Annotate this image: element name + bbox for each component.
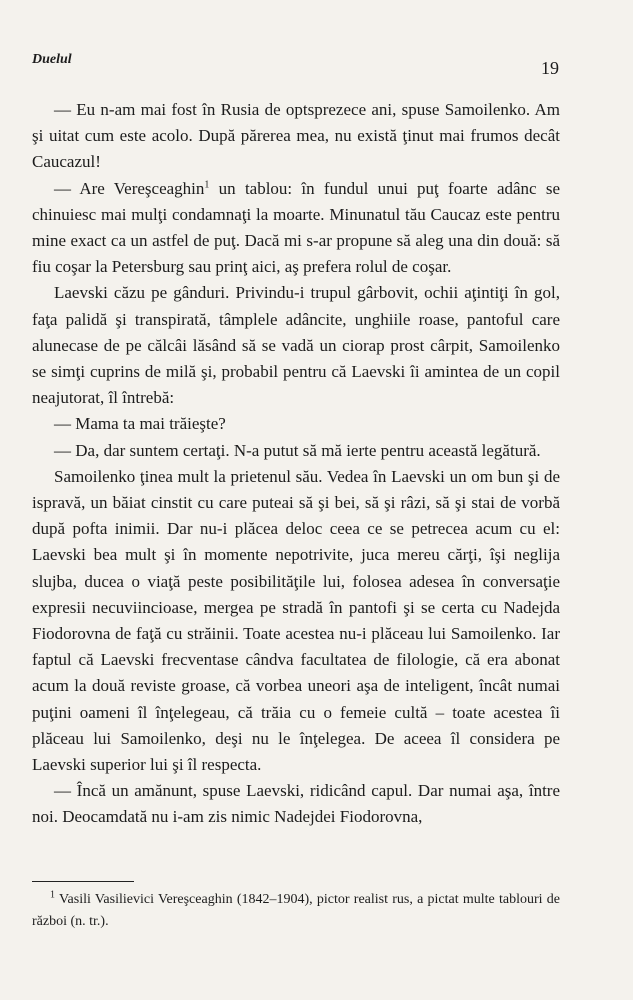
footnote-divider [32, 881, 134, 882]
paragraph: Samoilenko ţinea mult la prietenul său. Vedea în Laevski un om bun şi de ispravă, un băiat cinstit cu care puteai să şi bei, să şi râzi, să şi stai de vorbă după pofta inimii. Dar nu-i plăcea deloc ceea ce se petrecea acum cu el: Laevski bea mult şi în momente nepotrivite, juca mereu cărţi, îşi neglija slujba, ducea o viaţă peste posibilităţile lui, folosea adesea în conversaţie expresii necuviincioase, mergea pe stradă în pantofi şi se certa cu Nadejda Fiodorovna de faţă cu străinii. Toate acestea nu-i plăceau lui Samoilenko. Iar faptul că Laevski frecventase cândva facultatea de filologie, că era abonat acum la două reviste groase, că vorbea uneori aşa de inteligent, încât numai puţini oameni îl înţelegeau, că trăia cu o femeie cultă – toate acestea îi plăceau lui Samoilenko, deşi nu le înţelegea. De aceea îl considera pe Laevski superior lui şi îl respecta. [32, 466, 560, 775]
paragraph-text-start: — Are Vereşceaghin [54, 178, 205, 198]
body-text [32, 97, 560, 831]
paragraph: — Încă un amănunt, spuse Laevski, ridicând capul. Dar numai aşa, între noi. Deocamdată nu i-am zis nimic Nadejdei Fiodorovna, [32, 781, 560, 827]
paragraph: — Mama ta mai trăieşte? [54, 414, 226, 434]
paragraph: — Da, dar suntem certaţi. N-a putut să mă ierte pentru această legătură. [54, 440, 541, 460]
paragraph: — Eu n-am mai fost în Rusia de optsprezece ani, spuse Samoilenko. Am şi uitat cum este acolo. După părerea mea, nu există ţinut mai frumos decât Caucazul! [32, 100, 560, 172]
paragraph-with-footnote [32, 176, 560, 281]
page-number: 19 [541, 58, 559, 78]
paragraph: Laevski căzu pe gânduri. Privindu-i trupul gârbovit, ochii aţintiţi în gol, faţa palidă şi transpirată, tâmplele adâncite, unghiile roase, pantoful care alunecase de pe călcâi lăsând să se vadă un ciorap prost cârpit, Samoilenko se simţi cuprins de milă şi, probabil pentru că Laevski îi amintea de un copil neajutorat, îl întrebă: [32, 283, 560, 408]
running-title: Duelul [32, 52, 72, 67]
paragraph-text-end: un tablou: în fundul unui puţ foarte adânc se chinuiesc mai mulţi condamnaţi la moarte. Minunatul tău Caucaz este pentru mine exact ca un astfel de puţ. Dacă mi s-ar propune să aleg una din două: să fiu coşar la Petersburg sau prinţ aici, aş prefera rolul de coşar. [32, 178, 561, 277]
footnote-body: Vasili Vasilievici Vereşceaghin (1842–1904), pictor realist rus, a pictat multe tablouri de război (n. tr.). [32, 892, 560, 929]
footnote-text [32, 889, 560, 933]
footnote-marker: 1 [50, 889, 55, 901]
footnote [32, 889, 560, 933]
footnote-reference: 1 [204, 178, 210, 190]
